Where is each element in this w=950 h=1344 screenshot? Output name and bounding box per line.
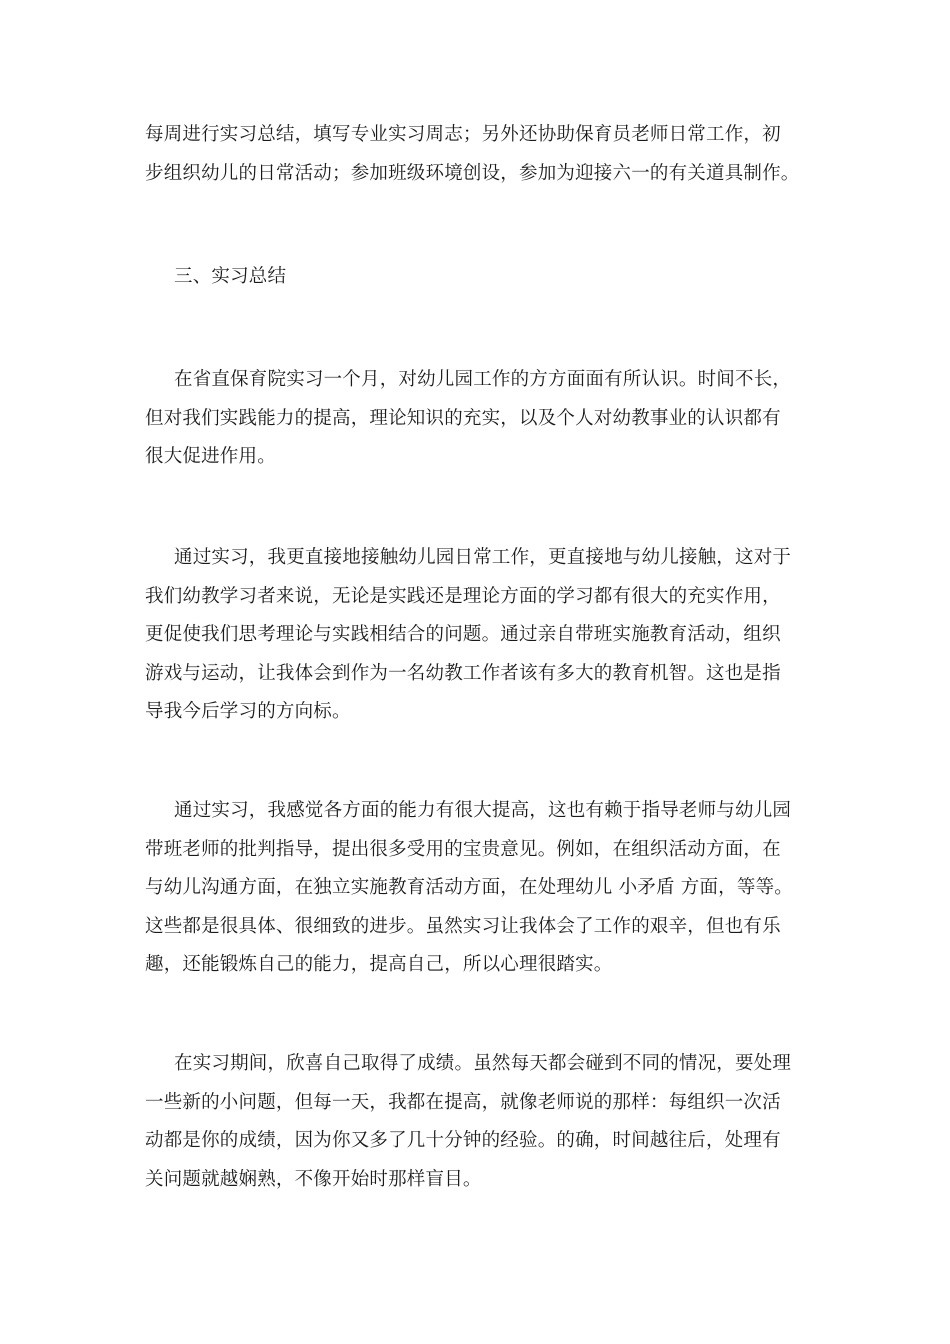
- text-line: 在实习期间，欣喜自己取得了成绩。虽然每天都会碰到不同的情况，要处理: [174, 1053, 792, 1074]
- paragraph-direct-contact: [145, 539, 815, 732]
- text-line: 趣，还能锻炼自己的能力，提高自己，所以心理很踏实。: [145, 954, 613, 975]
- text-line: 与幼儿沟通方面，在独立实施教育活动方面，在处理幼儿 小矛盾 方面，等等。: [145, 877, 793, 898]
- text-line: 更促使我们思考理论与实践相结合的问题。通过亲自带班实施教育活动，组织: [145, 624, 781, 645]
- text-line: 通过实习，我更直接地接触幼儿园日常工作，更直接地与幼儿接触，这对于: [174, 547, 792, 568]
- section-heading: 三、实习总结: [174, 266, 287, 287]
- text-line: 但对我们实践能力的提高，理论知识的充实，以及个人对幼教事业的认识都有: [145, 407, 781, 429]
- paragraph-weekly-work: [145, 116, 815, 193]
- paragraph-ability-improvement: [145, 792, 815, 985]
- text-line: 关问题就越娴熟，不像开始时那样盲目。: [145, 1168, 482, 1190]
- text-line: 每周进行实习总结，填写专业实习周志；另外还协助保育员老师日常工作，初: [145, 124, 781, 145]
- text-line: 游戏与运动，让我体会到作为一名幼教工作者该有多大的教育机智。这也是指: [145, 662, 781, 684]
- text-line: 带班老师的批判指导，提出很多受用的宝贵意见。例如，在组织活动方面，在: [145, 838, 781, 860]
- text-line: 步组织幼儿的日常活动；参加班级环境创设，参加为迎接六一的有关道具制作。: [145, 162, 800, 184]
- paragraph-overview: [145, 361, 815, 477]
- text-line: 动都是你的成绩，因为你又多了几十分钟的经验。的确，时间越往后，处理有: [145, 1130, 781, 1151]
- text-line: 在省直保育院实习一个月，对幼儿园工作的方方面面有所认识。时间不长，: [174, 369, 792, 390]
- text-line: 我们幼教学习者来说，无论是实践还是理论方面的学习都有很大的充实作用，: [145, 585, 781, 607]
- text-line: 通过实习，我感觉各方面的能力有很大提高，这也有赖于指导老师与幼儿园: [174, 800, 792, 821]
- text-line: 导我今后学习的方向标。: [145, 701, 351, 722]
- section-heading-internship-summary: [145, 258, 815, 297]
- text-line: 这些都是很具体、很细致的进步。虽然实习让我体会了工作的艰辛，但也有乐: [145, 915, 781, 937]
- paragraph-achievements: [145, 1045, 815, 1199]
- text-line: 一些新的小问题，但每一天，我都在提高，就像老师说的那样：每组织一次活: [145, 1091, 781, 1113]
- text-line: 很大促进作用。: [145, 446, 276, 467]
